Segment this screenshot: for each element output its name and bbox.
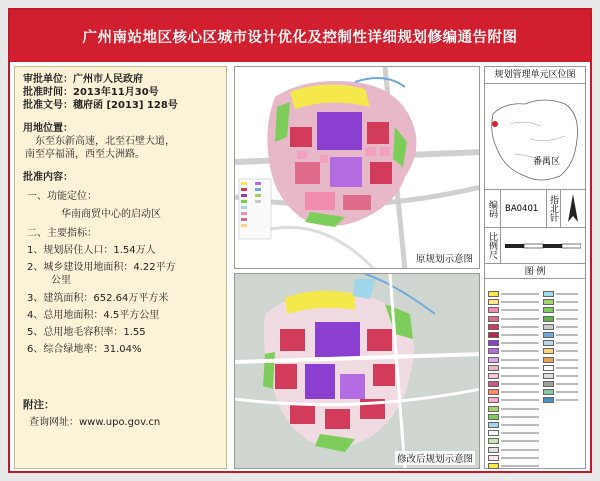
- indicator-4: 4、总用地面积：4.5平方公里: [27, 310, 160, 321]
- revised-plan-map: [234, 273, 480, 469]
- district-outline: [485, 84, 585, 189]
- location-line-2: 南至亭福涌，西至大洲路。: [25, 149, 145, 160]
- notes-label: 附注：: [23, 399, 55, 411]
- doc-row: [23, 99, 218, 112]
- north-label: 指北针: [547, 190, 561, 227]
- doc-value: 穗府函 [2013] 128号: [73, 100, 178, 111]
- code-value: BA0401: [501, 190, 547, 227]
- doc-label: 批准文号：: [23, 100, 73, 111]
- indicators-heading: 二、主要指标：: [27, 228, 97, 239]
- info-panel: [14, 66, 227, 469]
- scale-bar-icon: [501, 228, 585, 263]
- original-plan-drawing: [235, 67, 480, 269]
- date-value: 2013年11月30号: [73, 87, 159, 98]
- location-label: 用地位置：: [23, 123, 73, 134]
- location-map-title: 规划管理单元区位图: [485, 67, 585, 84]
- approver-label: 审批单位：: [23, 74, 73, 85]
- right-panel: [484, 66, 586, 469]
- indicator-5: 5、总用地毛容积率：1.55: [27, 327, 146, 338]
- original-plan-label: 原规划示意图: [414, 251, 475, 265]
- website-text: 查询网址：www.upo.gov.cn: [29, 417, 161, 428]
- date-label: 批准时间：: [23, 87, 73, 98]
- location-map: [485, 84, 585, 189]
- date-row: [23, 86, 218, 99]
- revised-plan-drawing: [235, 274, 480, 469]
- code-label: 编码: [485, 190, 501, 227]
- function-positioning: 华南商贸中心的启动区: [61, 209, 161, 220]
- indicator-2: 2、城乡建设用地面积：4.22平方: [27, 262, 176, 273]
- function-heading: 一、功能定位：: [27, 191, 97, 202]
- indicator-1: 1、规划居住人口：1.54万人: [27, 245, 156, 256]
- code-row: [485, 189, 585, 227]
- page-title: 广州南站地区核心区城市设计优化及控制性详细规划修编通告附图: [10, 10, 590, 62]
- location-line-1: 东至东新高速，北至石壁大道，: [35, 136, 175, 147]
- poster-frame: [8, 8, 592, 473]
- scale-label: 比例尺: [485, 228, 501, 263]
- approver-row: [23, 73, 218, 86]
- district-label: 番禺区: [533, 157, 561, 167]
- indicator-2-continued: 公里: [51, 275, 71, 286]
- approver-value: 广州市人民政府: [73, 74, 143, 85]
- indicator-6: 6、综合绿地率：31.04%: [27, 344, 142, 355]
- original-plan-map: [234, 66, 480, 269]
- revised-plan-label: 修改后规划示意图: [395, 451, 475, 465]
- indicator-3: 3、建筑面积：652.64万平方米: [27, 293, 169, 304]
- scale-row: [485, 227, 585, 263]
- legend: [488, 291, 584, 471]
- content-label: 批准内容：: [23, 172, 73, 183]
- legend-title: 图 例: [485, 263, 585, 279]
- north-arrow-icon: [561, 190, 585, 227]
